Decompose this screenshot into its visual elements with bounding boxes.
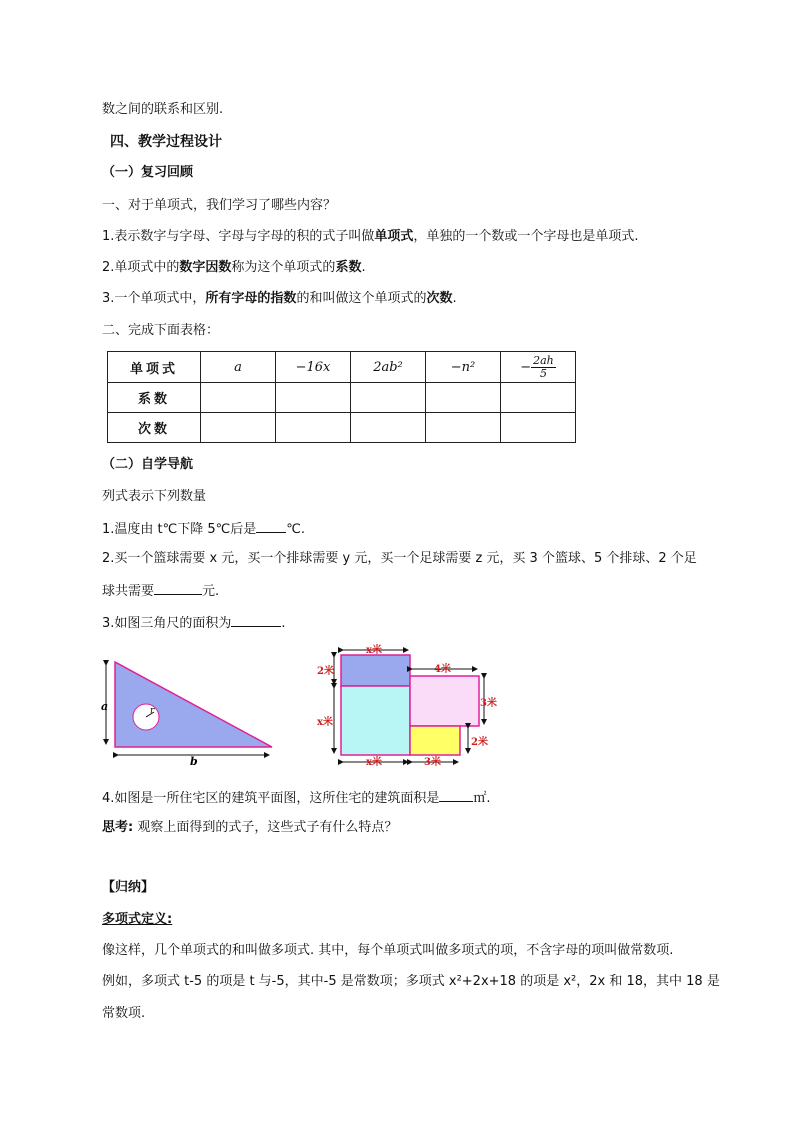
question-1: [102, 518, 305, 540]
review-item-3: [102, 289, 457, 309]
fraction-sign: −: [520, 359, 532, 375]
table-row-monomial: [108, 352, 576, 383]
question-3: [102, 612, 286, 634]
label-x-left: x米: [317, 717, 333, 728]
think-label: 思考:: [102, 820, 134, 835]
question-1-pre: 1.温度由 t℃下降 5℃后是: [102, 522, 257, 537]
label-2-right: 2米: [471, 737, 488, 748]
selfstudy-intro: 列式表示下列数量: [102, 489, 207, 504]
answer-blank[interactable]: [154, 580, 202, 595]
review-item-2-pre: 2.单项式中的: [102, 260, 180, 275]
answer-cell[interactable]: [426, 383, 501, 413]
term-numeric-factor: 数字因数: [179, 260, 232, 275]
label-x-bottom: x米: [366, 757, 382, 768]
fraction-numerator: 2ah: [533, 353, 554, 367]
monomial-table: [107, 351, 576, 443]
monomial-cell: −16x: [276, 352, 351, 383]
answer-cell[interactable]: [276, 383, 351, 413]
monomial-cell: 2ab²: [351, 352, 426, 383]
question-4: [102, 787, 491, 809]
label-r: r: [150, 706, 155, 716]
think-line: [102, 818, 397, 838]
review-title: （一）复习回顾: [102, 165, 194, 180]
row-header-degree: 次数: [108, 413, 201, 443]
monomial-cell-fraction: [501, 352, 576, 383]
question-2-line-2: [102, 580, 219, 602]
answer-cell[interactable]: [201, 383, 276, 413]
answer-cell[interactable]: [351, 413, 426, 443]
question-2-line-1: 2.买一个篮球需要 x 元，买一个排球需要 y 元，买一个足球需要 z 元，买 3 个篮球、5 个排球、2 个足: [102, 551, 697, 566]
monomial-cell: −n²: [426, 352, 501, 383]
row-header-monomial: 单项式: [108, 352, 201, 383]
label-4-right: 4米: [434, 664, 451, 675]
definition-text: 像这样，几个单项式的和叫做多项式. 其中，每个单项式叫做多项式的项，不含字母的项叫做常数项.: [102, 943, 674, 958]
row-header-coefficient: 系数: [108, 383, 201, 413]
question-3-pre: 3.如图三角尺的面积为: [102, 616, 232, 631]
triangle-shape: [115, 662, 272, 747]
plan-room-yellow: [410, 726, 460, 755]
think-text: 观察上面得到的式子，这些式子有什么特点？: [133, 820, 398, 835]
review-item-1-pre: 1.表示数字与字母、字母与字母的积的式子叫做: [102, 229, 375, 244]
question-2-post: 元.: [202, 584, 220, 599]
answer-cell[interactable]: [351, 383, 426, 413]
label-a: a: [101, 700, 109, 713]
answer-cell[interactable]: [426, 413, 501, 443]
label-b: b: [190, 755, 198, 768]
review-item-1-post: ，单独的一个数或一个字母也是单项式.: [413, 229, 639, 244]
review-item-2-post: .: [361, 260, 366, 275]
label-x-top: x米: [366, 645, 382, 656]
review-item-1: [102, 227, 639, 247]
question-4-pre: 4.如图是一所住宅区的建筑平面图，这所住宅的建筑面积是: [102, 791, 440, 806]
plan-room-pink: [410, 676, 479, 726]
review-item-3-post: .: [452, 291, 457, 306]
triangle-ruler-figure: [98, 655, 280, 771]
label-3-bottom: 3米: [424, 757, 441, 768]
term-degree: 次数: [426, 291, 453, 306]
review-item-2-mid: 称为这个单项式的: [231, 260, 336, 275]
answer-cell[interactable]: [201, 413, 276, 443]
fraction: [531, 355, 556, 380]
selfstudy-title: （二）自学导航: [102, 457, 194, 472]
example-line-1: 例如，多项式 t-5 的项是 t 与-5，其中-5 是常数项；多项式 x²+2x+18 的项是 x²，2x 和 18，其中 18 是: [102, 974, 720, 989]
review-item-3-pre: 3.一个单项式中，: [102, 291, 206, 306]
monomial-cell: a: [201, 352, 276, 383]
review-item-3-mid: 的和叫做这个单项式的: [296, 291, 427, 306]
example-line-2: 常数项.: [102, 1006, 146, 1021]
answer-blank[interactable]: [439, 787, 473, 802]
answer-cell[interactable]: [501, 383, 576, 413]
table-prompt: 二、完成下面表格：: [102, 323, 220, 338]
term-exponent: 指数: [270, 291, 297, 306]
answer-cell[interactable]: [501, 413, 576, 443]
section4-title: 四、教学过程设计: [110, 134, 222, 150]
plan-room-cyan: [341, 686, 410, 755]
question-3-post: .: [281, 616, 286, 631]
floor-plan-figure: [316, 641, 498, 773]
answer-blank[interactable]: [256, 518, 286, 533]
question-1-post: ℃.: [286, 522, 305, 537]
table-row-degree: [108, 413, 576, 443]
summary-title: 【归纳】: [102, 880, 155, 895]
answer-cell[interactable]: [276, 413, 351, 443]
plan-room-blue: [341, 655, 410, 686]
term-all-letters: 所有字母的: [205, 291, 271, 306]
definition-title: 多项式定义:: [102, 912, 173, 927]
term-coefficient: 系数: [335, 260, 362, 275]
review-item-2: [102, 258, 366, 278]
question-4-post: ㎡.: [473, 791, 491, 806]
table-row-coefficient: [108, 383, 576, 413]
intro-tail: 数之间的联系和区别.: [102, 102, 224, 117]
label-3-right: 3米: [480, 698, 497, 709]
answer-blank[interactable]: [231, 612, 281, 627]
question-2-pre: 球共需要: [102, 584, 155, 599]
fraction-denominator: 5: [539, 366, 547, 380]
label-2-left: 2米: [317, 666, 334, 677]
review-question: 一、对于单项式，我们学习了哪些内容？: [102, 198, 337, 213]
term-monomial: 单项式: [374, 229, 414, 244]
